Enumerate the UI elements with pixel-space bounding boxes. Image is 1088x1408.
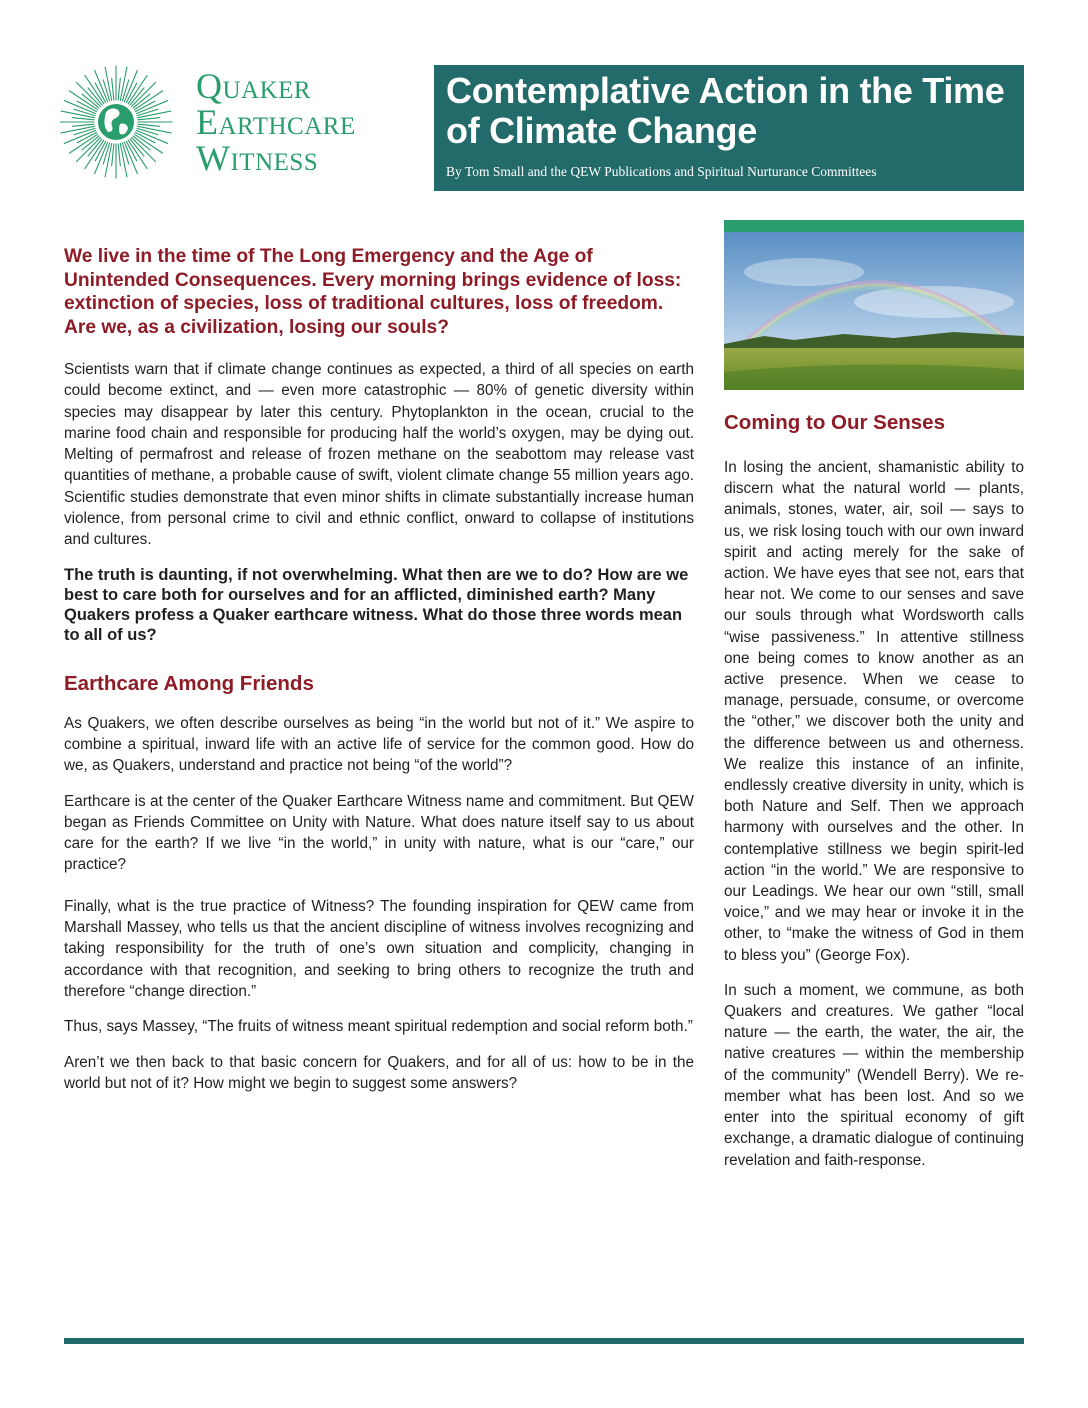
right-column (724, 220, 1024, 1171)
logo-line-3: Witness (196, 138, 319, 178)
byline: By Tom Small and the QEW Publications and Spiritual Nurturance Committees (446, 164, 877, 179)
lead-paragraph: We live in the time of The Long Emergency and the Age of Unintended Consequences. Every morning brings evidence of loss: extinction of species, loss of traditional cultures, loss of freedom. Are we, as a civilization, losing our souls? (64, 246, 682, 338)
paragraph-earthcare: Earthcare is at the center of the Quaker Earthcare Witness name and commitment. But QEW began as Friends Committee on Unity with Nature. What does nature itself say to us about care for the earth? If we live “in the world,” in unity with nature, what is our “care,” our practice? (64, 792, 694, 874)
paragraph-answers: Aren’t we then back to that basic concern for Quakers, and for all of us: how to be in the world but not of it? How might we begin to suggest some answers? (64, 1053, 694, 1092)
paragraph-commune: In such a moment, we commune, as both Quakers and creatures. We gather “local nature — the earth, the water, the air, the native creatures — within the membership of the community” (Wendell Berry). We re-member what has been lost. And so we enter into the spiritual economy of gift exchange, a dramatic dialogue of continuing revelation and faith-response. (724, 981, 1024, 1169)
logo-line-1: Quaker (196, 66, 312, 106)
green-accent-bar (724, 220, 1024, 232)
earth-sunburst-icon (60, 62, 192, 182)
paragraph-quakers: As Quakers, we often describe ourselves as being “in the world but not of it.” We aspire to combine a spiritual, inward life with an active life of service for the common good. How do we, as Quakers, understand and practice not being “of the world”? (64, 714, 694, 775)
heading-earthcare-among-friends: Earthcare Among Friends (64, 671, 314, 695)
left-column (64, 245, 694, 1094)
page-title: Contemplative Action in the Time of Climate Change (446, 70, 1005, 151)
paragraph-massey: Thus, says Massey, “The fruits of witness meant spiritual redemption and social reform both.” (64, 1018, 693, 1036)
logo-wordmark (196, 68, 356, 176)
paragraph-scientists: Scientists warn that if climate change continues as expected, a third of all species on earth could become extinct, and — even more catastrophic — 80% of genetic diversity within species may disappear by later this century. Phytoplankton in the ocean, crucial to the marine food chain and responsible for producing half the world’s oxygen, may be dying out. Melting of permafrost and release of frozen methane on the seabottom may release vast quantities of methane, a probable cause of swift, violent climate change 55 million years ago. Scientific studies demonstrate that even minor shifts in climate substantially increase human violence, from personal crime to civil and ethnic conflict, onward to collapse of institutions and cultures. (64, 361, 694, 549)
paragraph-witness: Finally, what is the true practice of Witness? The founding inspiration for QEW came from Marshall Massey, who tells us that the ancient discipline of witness involves recognizing and taking responsibility for the truth of one’s own situation and complicity, changing in accordance with that recognition, and seeking to bring others to recognize the truth and therefore “change direction.” (64, 897, 694, 1000)
title-banner (434, 65, 1024, 191)
paragraph-losing-ancient: In losing the ancient, shamanistic ability to discern what the natural world — plants, animals, stones, water, air, soil — says to us, we risk losing touch with our own inward spirit and acting merely for the sake of action. We have eyes that see not, ears that hear not. We come to our senses and save our souls through what Wordsworth calls “wise passiveness.” In attentive stillness one being comes to know another as an active presence. When we cease to manage, persuade, consume, or overcome the “other,” we discover both the unity and the difference between us and otherness. We realize this instance of an infinite, endlessly creative diversity in unity, which is both Nature and Self. Then we approach harmony with ourselves and the other. In contemplative stillness we begin spirit-led action “in the world.” We are responsive to our Leadings. We hear our own “still, small voice,” and we may hear or invoke it in the other, to “make the witness of God in them to bless you” (George Fox). (724, 459, 1024, 964)
logo-line-2: Earthcare (196, 102, 356, 142)
qew-logo (60, 62, 420, 182)
heading-coming-to-our-senses: Coming to Our Senses (724, 411, 945, 434)
paragraph-truth: The truth is daunting, if not overwhelming. What then are we to do? How are we best to care both for ourselves and for an afflicted, diminished earth? Many Quakers profess a Quaker earthcare witness. What do those three words mean to all of us? (64, 565, 689, 644)
rainbow-meadow-photo (724, 232, 1024, 390)
bottom-rule (64, 1338, 1024, 1344)
